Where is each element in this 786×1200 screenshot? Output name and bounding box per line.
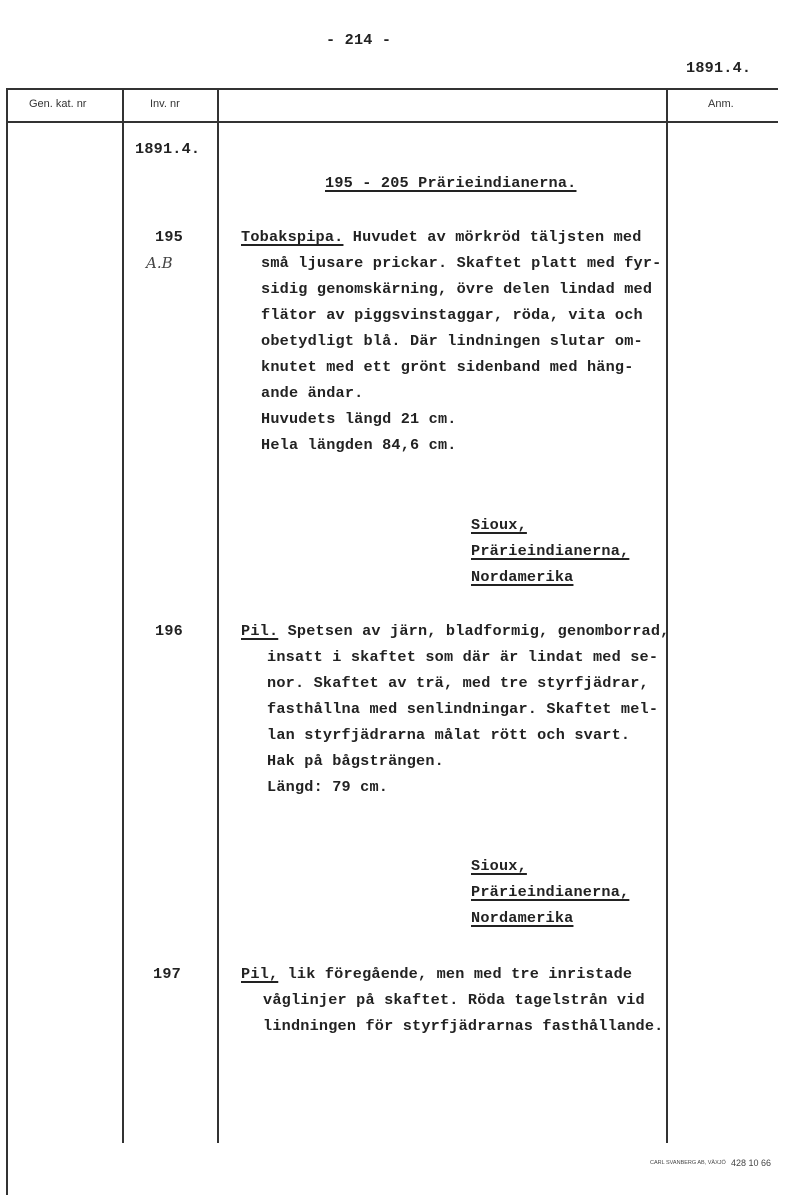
table-left-border — [6, 88, 8, 1195]
entry-197-line: lindningen för styrfjädrarnas fasthållande. — [263, 1017, 664, 1035]
column-header-inv-nr: Inv. nr — [150, 98, 180, 110]
page-number: - 214 - — [326, 31, 392, 49]
inv-number-196: 196 — [155, 622, 183, 640]
origin-group: Prärieindianerna, — [471, 883, 630, 901]
column-header-anm: Anm. — [708, 98, 734, 110]
inv-number-195: 195 — [155, 228, 183, 246]
column-divider-inv-desc — [217, 88, 219, 1143]
entry-196-title: Pil. — [241, 622, 279, 640]
entry-195-description — [241, 228, 661, 468]
origin-tribe: Sioux, — [471, 516, 527, 534]
handwritten-note: A.B — [146, 254, 173, 272]
origin-tribe: Sioux, — [471, 857, 527, 875]
entry-197-line: våglinjer på skaftet. Röda tagelstrån vid — [263, 991, 645, 1009]
page-header-right: 1891.4. — [686, 59, 752, 77]
entry-197-line: lik föregående, men med tre inristade — [278, 965, 633, 983]
entry-196-line: Spetsen av järn, bladformig, genomborrad, — [278, 622, 670, 640]
entry-197-title: Pil, — [241, 965, 279, 983]
section-title: 195 - 205 Prärieindianerna. — [325, 174, 577, 192]
entry-196-measurement: Längd: 79 cm. — [267, 778, 389, 796]
entry-196-description — [241, 622, 670, 812]
entry-195-line: obetydligt blå. Där lindningen slutar om- — [261, 332, 643, 350]
printer-imprint: CARL SVANBERG AB, VÄXJÖ — [650, 1160, 726, 1166]
entry-196-line: nor. Skaftet av trä, med tre styrfjädrar, — [267, 674, 649, 692]
entry-196-line: Hak på bågsträngen. — [267, 752, 444, 770]
entry-197-description — [241, 965, 666, 1045]
entry-195-line: sidig genomskärning, övre delen lindad med — [261, 280, 653, 298]
origin-region: Nordamerika — [471, 568, 574, 586]
form-code: 428 10 66 — [731, 1158, 772, 1168]
entry-196-line: fasthållna med senlindningar. Skaftet mel- — [267, 700, 659, 718]
entry-196-line: insatt i skaftet som där är lindat med se- — [267, 648, 659, 666]
origin-group: Prärieindianerna, — [471, 542, 630, 560]
entry-195-line: ande ändar. — [261, 384, 364, 402]
entry-195-title: Tobakspipa. — [241, 228, 344, 246]
entry-196-line: lan styrfjädrarna målat rött och svart. — [267, 726, 631, 744]
column-header-gen-kat-nr: Gen. kat. nr — [29, 98, 87, 110]
column-divider-desc-anm — [666, 88, 668, 1143]
inv-number-197: 197 — [153, 965, 181, 983]
column-divider-gen-inv — [122, 88, 124, 1143]
entry-195-line: flätor av piggsvinstaggar, röda, vita och — [261, 306, 643, 324]
origin-region: Nordamerika — [471, 909, 574, 927]
inv-year-header: 1891.4. — [135, 140, 201, 158]
entry-195-line: Huvudet av mörkröd täljsten med — [343, 228, 642, 246]
entry-195-measurement: Huvudets längd 21 cm. — [261, 410, 457, 428]
entry-195-measurement: Hela längden 84,6 cm. — [261, 436, 457, 454]
entry-195-line: knutet med ett grönt sidenband med häng- — [261, 358, 634, 376]
entry-195-line: små ljusare prickar. Skaftet platt med fyr- — [261, 254, 662, 272]
